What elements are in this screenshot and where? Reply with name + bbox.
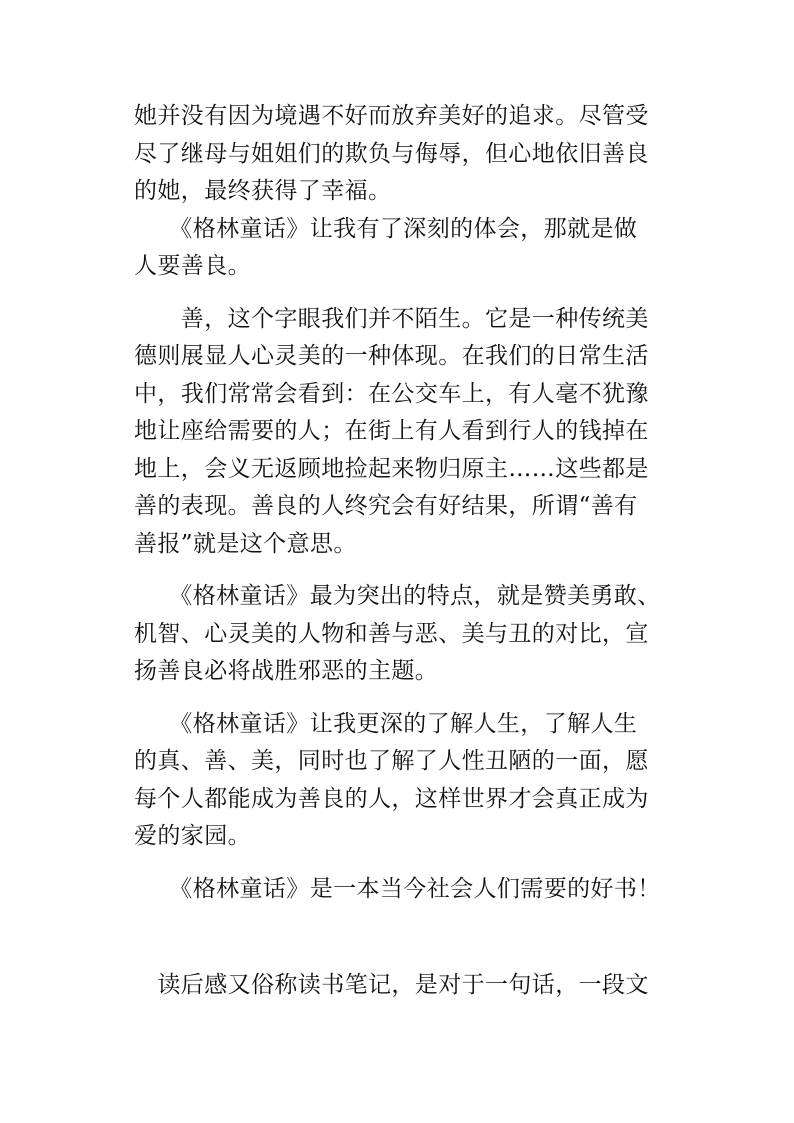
text-line: 德则展显人心灵美的一种体现。在我们的日常生活 [134, 343, 649, 369]
text-line: 《格林童话》最为突出的特点，就是赞美勇敢、 [134, 583, 661, 609]
text-line: 地上，会义无返顾地捡起来物归原主……这些都是 [134, 455, 649, 482]
text-line: 地让座给需要的人；在街上有人看到行人的钱掉在 [134, 418, 649, 444]
text-line: 每个人都能成为善良的人，这样世界才会真正成为 [134, 785, 649, 812]
text-line: 《格林童话》让我有了深刻的体会，那就是做 [134, 215, 638, 242]
text-line: 她并没有因为境遇不好而放弃美好的追求。尽管受 [134, 103, 649, 129]
text-line: 的真、善、美，同时也了解了人性丑陋的一面，愿 [134, 748, 649, 774]
paragraph-gap [134, 691, 674, 706]
text-line: 机智、心灵美的人物和善与恶、美与丑的对比，宣 [134, 620, 649, 647]
text-line: 《格林童话》是一本当今社会人们需要的好书！ [134, 875, 661, 902]
paragraph-gap [134, 563, 674, 578]
text-line: 的她，最终获得了幸福。 [134, 178, 392, 204]
text-line: 善，这个字眼我们并不陌生。它是一种传统美 [134, 305, 649, 332]
paragraph-gap [134, 856, 674, 871]
section-gap [134, 908, 674, 967]
text-line: 爱的家园。 [134, 823, 251, 849]
text-line: 善的表现。善良的人终究会有好结果，所谓“善有 [134, 493, 638, 519]
text-line: 读后感又俗称读书笔记，是对于一句话，一段文 [134, 972, 649, 998]
text-line: 《格林童话》让我更深的了解人生，了解人生 [134, 710, 638, 737]
essay-text [134, 98, 674, 1005]
text-line: 善报”就是这个意思。 [134, 530, 357, 557]
paragraph-gap [134, 286, 674, 301]
text-line: 人要善良。 [134, 253, 251, 279]
text-line: 尽了继母与姐姐们的欺负与侮辱，但心地依旧善良 [134, 140, 649, 167]
text-line: 中，我们常常会看到：在公交车上，有人毫不犹豫 [134, 380, 649, 407]
text-line: 扬善良必将战胜邪恶的主题。 [134, 658, 439, 684]
